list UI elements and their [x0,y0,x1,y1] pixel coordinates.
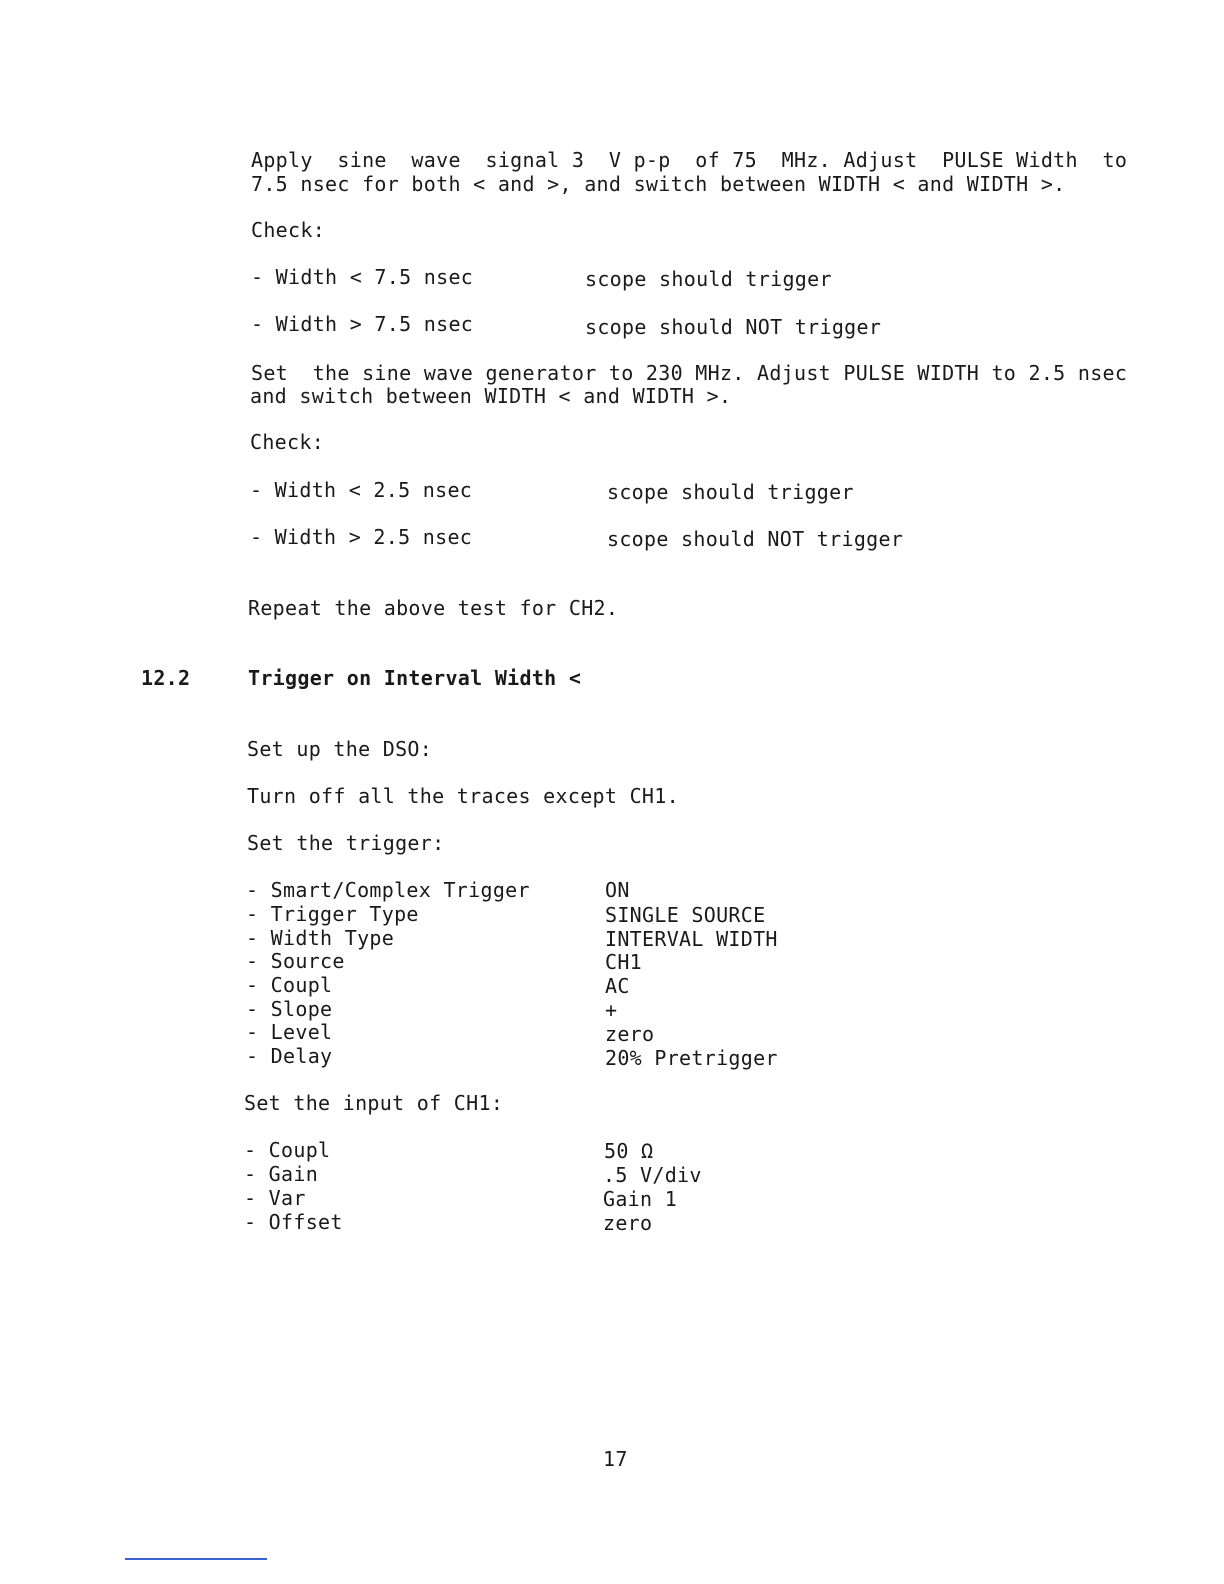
input-setting-item: - Gain [244,1162,319,1186]
turn-off-text: Turn off all the traces except CH1. [247,784,679,808]
trigger-setting-value: SINGLE SOURCE [605,903,766,927]
setup-dso-text: Set up the DSO: [247,737,433,761]
intro-line-1: Apply sine wave signal 3 V p-p of 75 MHz. Adjust PULSE Width to [251,148,1128,172]
trigger-setting-value: 20% Pretrigger [605,1046,778,1070]
check2-item-2: - Width > 2.5 nsec [250,525,473,549]
check1-result-1: scope should trigger [585,267,832,291]
input-setting-item: - Offset [244,1210,343,1234]
check-label-1: Check: [251,218,326,242]
input-setting-value: Gain 1 [603,1187,678,1211]
trigger-setting-value: INTERVAL WIDTH [605,927,778,951]
trigger-setting-value: ON [605,878,630,902]
trigger-setting-item: - Trigger Type [246,902,419,926]
page-number: 17 [603,1447,628,1471]
section-number: 12.2 [141,666,191,690]
input-setting-value: .5 V/div [603,1163,702,1187]
trigger-setting-item: - Width Type [246,926,395,950]
trigger-setting-item: - Source [246,949,345,973]
input-setting-item: - Var [244,1186,306,1210]
set-input-label: Set the input of CH1: [244,1091,504,1115]
generator-line-1: Set the sine wave generator to 230 MHz. Adjust PULSE WIDTH to 2.5 nsec [251,361,1128,385]
trigger-setting-item: - Smart/Complex Trigger [246,878,530,902]
input-setting-item: - Coupl [244,1138,331,1162]
generator-line-2: and switch between WIDTH < and WIDTH >. [250,384,732,408]
trigger-setting-item: - Slope [246,997,333,1021]
check-label-2: Check: [250,430,325,454]
trigger-setting-value: AC [605,974,630,998]
repeat-text: Repeat the above test for CH2. [248,596,619,620]
section-title: Trigger on Interval Width < [248,666,582,690]
check2-result-1: scope should trigger [607,480,854,504]
trigger-setting-item: - Coupl [246,973,333,997]
input-setting-value: zero [603,1211,653,1235]
footer-rule [125,1558,267,1560]
check1-result-2: scope should NOT trigger [585,315,882,339]
trigger-setting-value: + [605,998,618,1022]
check2-item-1: - Width < 2.5 nsec [250,478,473,502]
trigger-setting-item: - Delay [246,1044,333,1068]
intro-line-2: 7.5 nsec for both < and >, and switch between WIDTH < and WIDTH >. [251,172,1066,196]
check2-result-2: scope should NOT trigger [607,527,904,551]
trigger-setting-value: zero [605,1022,655,1046]
set-trigger-label: Set the trigger: [247,831,445,855]
check1-item-2: - Width > 7.5 nsec [251,312,474,336]
trigger-setting-value: CH1 [605,950,643,974]
check1-item-1: - Width < 7.5 nsec [251,265,474,289]
input-setting-value: 50 Ω [604,1139,654,1163]
trigger-setting-item: - Level [246,1020,333,1044]
